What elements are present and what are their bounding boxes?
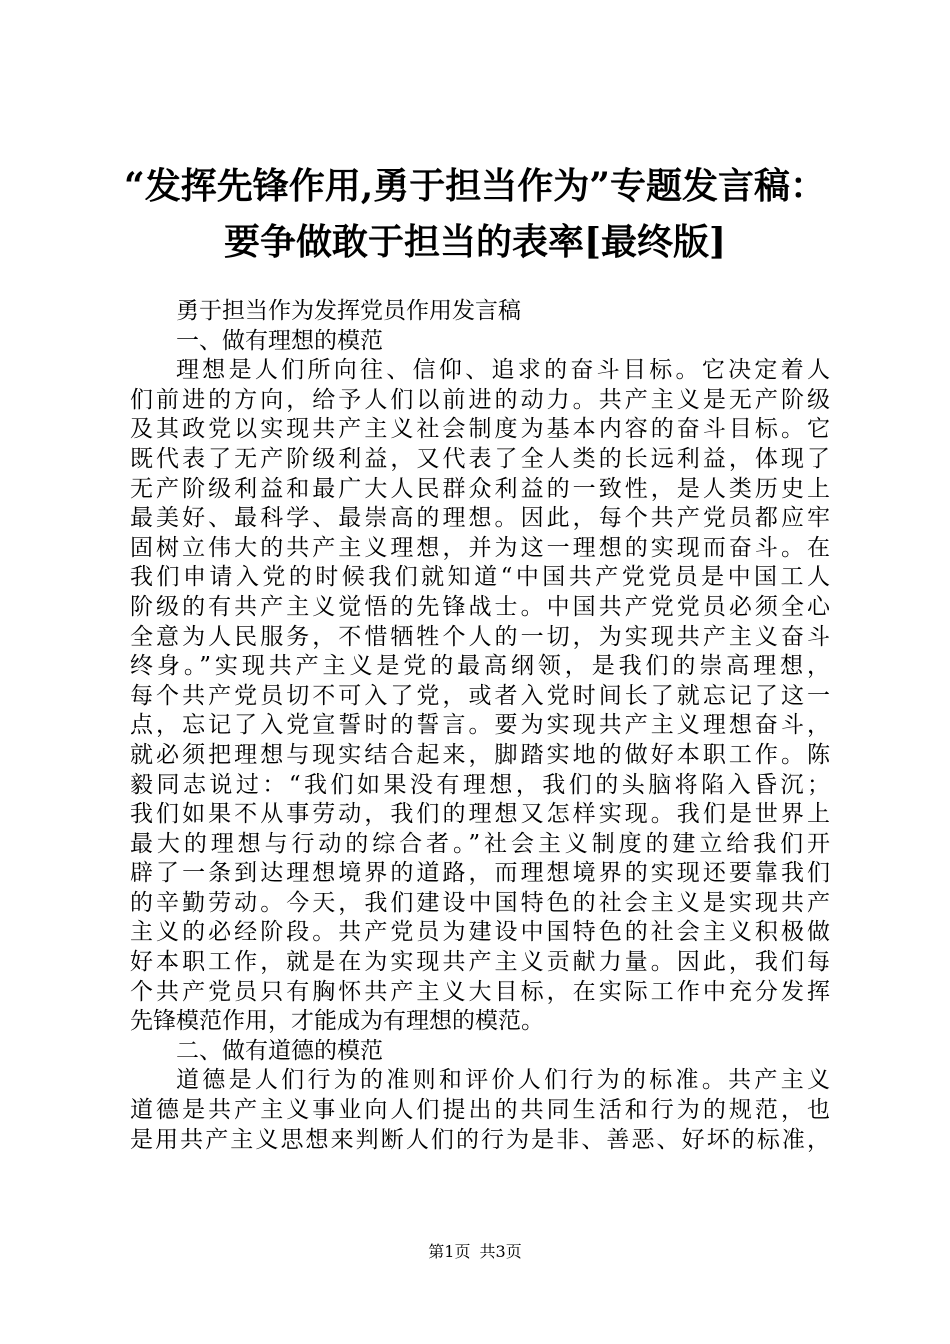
body-line: 理想是人们所向往、信仰、追求的奋斗目标。它决定着人 [176, 357, 830, 384]
page-number: 第1页 [428, 1242, 471, 1261]
body-line: 们前进的方向，给予人们以前进的动力。共产主义是无产阶级 [130, 386, 830, 413]
body-line: 二、做有道德的模范 [176, 1037, 383, 1064]
body-line: 先锋模范作用，才能成为有理想的模范。 [130, 1008, 544, 1035]
body-line: 我们申请入党的时候我们就知道“中国共产党党员是中国工人 [130, 564, 830, 591]
document-body [130, 297, 830, 1155]
body-line: 一、做有理想的模范 [176, 327, 383, 354]
body-line: 每个共产党员切不可入了党，或者入党时间长了就忘记了这一 [130, 682, 830, 709]
body-line: 好本职工作，就是在为实现共产主义贡献力量。因此，我们每 [130, 949, 830, 976]
body-line: 的辛勤劳动。今天，我们建设中国特色的社会主义是实现共产 [130, 889, 830, 916]
page-total: 共3页 [479, 1242, 522, 1261]
body-line: 道德是人们行为的准则和评价人们行为的标准。共产主义 [176, 1067, 830, 1094]
body-line: 就必须把理想与现实结合起来，脚踏实地的做好本职工作。陈 [130, 741, 830, 768]
body-line: 道德是共产主义事业向人们提出的共同生活和行为的规范，也 [130, 1097, 830, 1124]
body-line: 终身。”实现共产主义是党的最高纲领，是我们的崇高理想， [130, 653, 830, 680]
body-line: 既代表了无产阶级利益，又代表了全人类的长远利益，体现了 [130, 445, 830, 472]
body-line: 阶级的有共产主义觉悟的先锋战士。中国共产党党员必须全心 [130, 593, 830, 620]
body-line: 主义的必经阶段。共产党员为建设中国特色的社会主义积极做 [130, 919, 830, 946]
body-line: 最大的理想与行动的综合者。”社会主义制度的建立给我们开 [130, 830, 830, 857]
body-line: 固树立伟大的共产主义理想，并为这一理想的实现而奋斗。在 [130, 534, 830, 561]
body-line: 无产阶级利益和最广大人民群众利益的一致性，是人类历史上 [130, 475, 830, 502]
body-line: 辟了一条到达理想境界的道路，而理想境界的实现还要靠我们 [130, 860, 830, 887]
document-title-line-1: “发挥先锋作用,勇于担当作为”专题发言稿： [124, 165, 826, 207]
body-line: 及其政党以实现共产主义社会制度为基本内容的奋斗目标。它 [130, 416, 830, 443]
document-title-line-2: 要争做敢于担当的表率[最终版] [223, 221, 727, 263]
body-line: 毅同志说过：“我们如果没有理想，我们的头脑将陷入昏沉； [130, 771, 830, 798]
body-line: 个共产党员只有胸怀共产主义大目标，在实际工作中充分发挥 [130, 978, 830, 1005]
body-line: 我们如果不从事劳动，我们的理想又怎样实现。我们是世界上 [130, 801, 830, 828]
page-footer [0, 1242, 950, 1262]
body-line: 点，忘记了入党宣誓时的誓言。要为实现共产主义理想奋斗， [130, 712, 830, 739]
body-line: 最美好、最科学、最崇高的理想。因此，每个共产党员都应牢 [130, 505, 830, 532]
body-line: 是用共产主义思想来判断人们的行为是非、善恶、好坏的标准， [130, 1126, 830, 1153]
body-line: 勇于担当作为发挥党员作用发言稿 [176, 298, 521, 324]
body-line: 全意为人民服务，不惜牺牲个人的一切，为实现共产主义奋斗 [130, 623, 830, 650]
